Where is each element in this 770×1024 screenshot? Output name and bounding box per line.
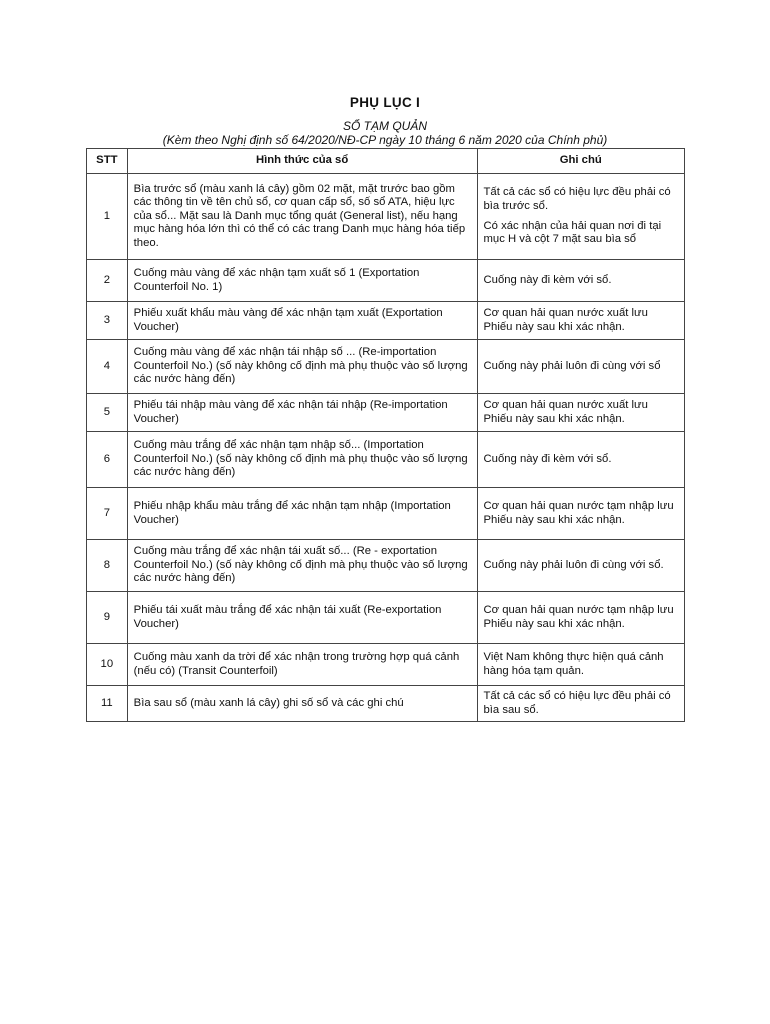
note-text: Cuống này đi kèm với sổ. [477, 260, 684, 302]
form-description: Cuống màu trắng để xác nhận tạm nhập số... (Importation Counterfoil No.) (số này không cố định mà phụ thuộc vào số lượng các nước hàng đến) [127, 432, 477, 488]
row-number: 7 [87, 488, 128, 540]
form-description: Phiếu tái nhập màu vàng để xác nhận tái nhập (Re-importation Voucher) [127, 394, 477, 432]
table-row [87, 174, 685, 260]
row-number: 1 [87, 174, 128, 260]
row-number: 6 [87, 432, 128, 488]
note-text: Việt Nam không thực hiện quá cảnh hàng hóa tạm quản. [477, 644, 684, 686]
table-row [87, 302, 685, 340]
table-row [87, 260, 685, 302]
row-number: 10 [87, 644, 128, 686]
note-text-secondary: Có xác nhận của hải quan nơi đi tại mục H và cột 7 mặt sau bìa sổ [483, 219, 662, 246]
note-text: Tất cả các sổ có hiệu lực đều phải có bìa trước sổ. [483, 186, 671, 212]
table-row [87, 488, 685, 540]
form-description: Bìa trước sổ (màu xanh lá cây) gồm 02 mặt, mặt trước bao gồm các thông tin về tên chủ sổ, cơ quan cấp sổ, số sổ ATA, hiệu lực của sổ... Mặt sau là Danh mục tổng quát (General list), nếu hạng mục hàng hóa lớn thì có thể có các trang Danh mục hàng hóa tiếp theo. [127, 174, 477, 260]
table-row [87, 686, 685, 722]
row-number: 3 [87, 302, 128, 340]
column-header-form: Hình thức của sổ [127, 149, 477, 174]
table-row [87, 432, 685, 488]
form-description: Bìa sau sổ (màu xanh lá cây) ghi số sổ và các ghi chú [127, 686, 477, 722]
decree-reference: (Kèm theo Nghị định số 64/2020/NĐ-CP ngày 10 tháng 6 năm 2020 của Chính phủ) [162, 133, 608, 147]
row-number: 8 [87, 540, 128, 592]
page-subtitle: SỔ TẠM QUẢN [342, 119, 427, 133]
table-row [87, 540, 685, 592]
page-title: PHỤ LỤC I [349, 95, 421, 110]
table-header-row [87, 149, 685, 174]
column-header-stt: STT [87, 149, 128, 174]
note-text: Cơ quan hải quan nước xuất lưu Phiếu này sau khi xác nhận. [477, 394, 684, 432]
note-cell [477, 174, 684, 260]
form-description: Cuống màu trắng để xác nhận tái xuất số... (Re - exportation Counterfoil No.) (số này không cố định mà phụ thuộc vào số lượng các nước hàng đến) [127, 540, 477, 592]
table-row [87, 394, 685, 432]
note-text: Cuống này đi kèm với sổ. [477, 432, 684, 488]
table-row [87, 592, 685, 644]
form-description: Cuống màu xanh da trời để xác nhận trong trường hợp quá cảnh (nếu có) (Transit Counterfoil) [127, 644, 477, 686]
row-number: 9 [87, 592, 128, 644]
row-number: 2 [87, 260, 128, 302]
note-text: Tất cả các sổ có hiệu lực đều phải có bìa sau sổ. [477, 686, 684, 722]
note-text: Cơ quan hải quan nước tạm nhập lưu Phiếu này sau khi xác nhận. [477, 488, 684, 540]
form-description: Phiếu tái xuất màu trắng để xác nhận tái xuất (Re-exportation Voucher) [127, 592, 477, 644]
note-text: Cơ quan hải quan nước xuất lưu Phiếu này sau khi xác nhận. [477, 302, 684, 340]
column-header-note: Ghi chú [477, 149, 684, 174]
note-text: Cuống này phải luôn đi cùng với sổ. [477, 540, 684, 592]
row-number: 4 [87, 340, 128, 394]
booklet-form-table [86, 148, 685, 722]
note-text: Cơ quan hải quan nước tạm nhập lưu Phiếu này sau khi xác nhận. [477, 592, 684, 644]
table-row [87, 340, 685, 394]
row-number: 5 [87, 394, 128, 432]
row-number: 11 [87, 686, 128, 722]
form-description: Cuống màu vàng để xác nhận tái nhập số ... (Re-importation Counterfoil No.) (số này không cố định mà phụ thuộc vào số lượng các nước hàng đến) [127, 340, 477, 394]
note-text: Cuống này phải luôn đi cùng với sổ [477, 340, 684, 394]
form-description: Phiếu nhập khẩu màu trắng để xác nhận tạm nhập (Importation Voucher) [127, 488, 477, 540]
form-description: Phiếu xuất khẩu màu vàng để xác nhận tạm xuất (Exportation Voucher) [127, 302, 477, 340]
form-description: Cuống màu vàng để xác nhận tạm xuất số 1 (Exportation Counterfoil No. 1) [127, 260, 477, 302]
table-row [87, 644, 685, 686]
